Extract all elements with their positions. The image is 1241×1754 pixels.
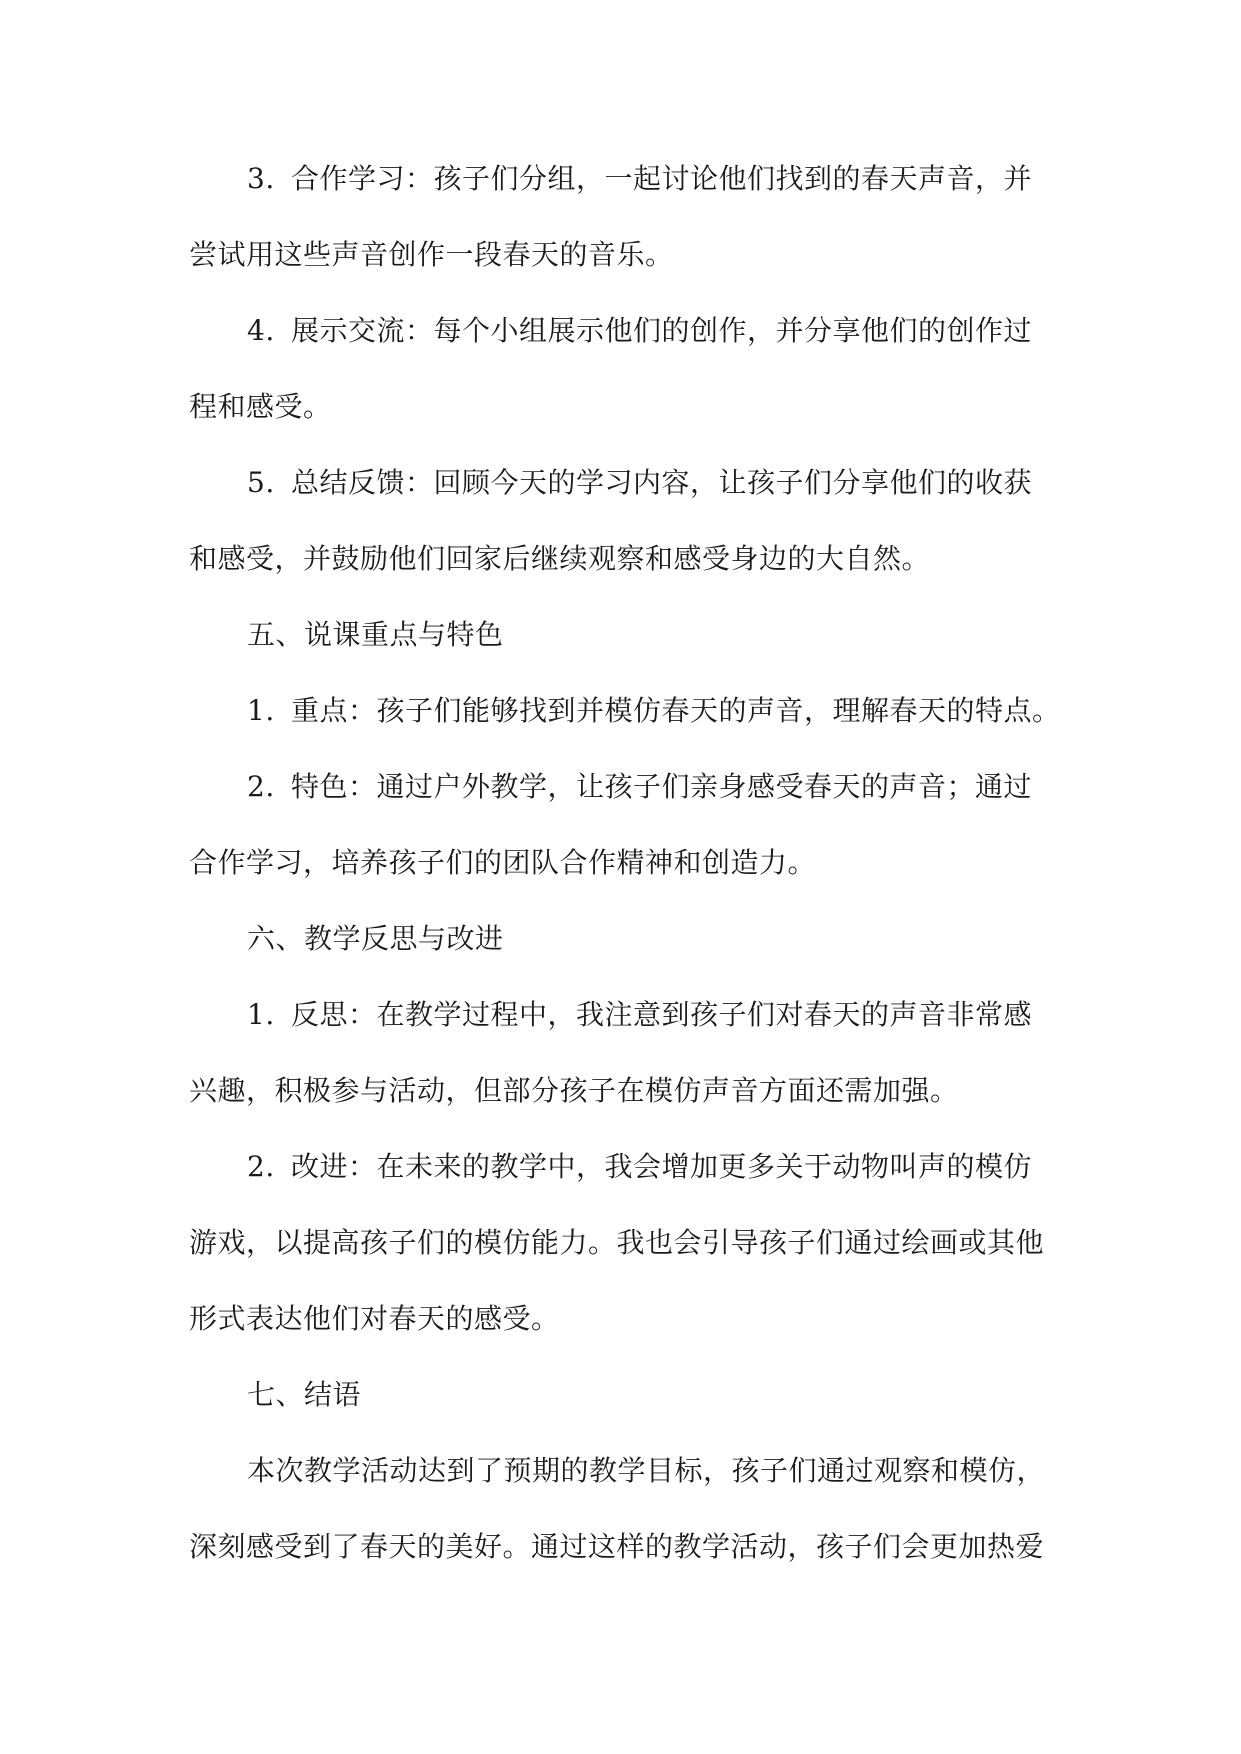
line-text: 本次教学活动达到了预期的教学目标，孩子们通过观察和模仿，: [247, 1454, 1046, 1487]
list-number: 3.: [247, 162, 275, 195]
list-number: 2.: [247, 770, 275, 803]
line-text: 和感受，并鼓励他们回家后继续观察和感受身边的大自然。: [189, 542, 931, 575]
heading-text: 七、结语: [247, 1378, 362, 1411]
text-line: [189, 293, 1052, 369]
text-line: [189, 141, 1052, 217]
line-text: 改进：在未来的教学中，我会增加更多关于动物叫声的模仿: [291, 1150, 1033, 1183]
text-line: [189, 1509, 1052, 1585]
line-text: 反思：在教学过程中，我注意到孩子们对春天的声音非常感: [291, 998, 1033, 1031]
text-line: [189, 825, 1052, 901]
line-text: 游戏，以提高孩子们的模仿能力。我也会引导孩子们通过绘画或其他: [189, 1226, 1045, 1259]
text-line: [189, 1281, 1052, 1357]
line-text: 展示交流：每个小组展示他们的创作，并分享他们的创作过: [291, 314, 1033, 347]
section-heading: [189, 597, 1052, 673]
line-text: 尝试用这些声音创作一段春天的音乐。: [189, 238, 674, 271]
section-heading: [189, 901, 1052, 977]
line-text: 程和感受。: [189, 390, 332, 423]
line-text: 特色：通过户外教学，让孩子们亲身感受春天的声音；通过: [291, 770, 1033, 803]
list-number: 2.: [247, 1150, 275, 1183]
line-text: 兴趣，积极参与活动，但部分孩子在模仿声音方面还需加强。: [189, 1074, 959, 1107]
list-number: 1.: [247, 998, 275, 1031]
text-line: [189, 445, 1052, 521]
list-number: 5.: [247, 466, 275, 499]
text-line: [189, 1433, 1052, 1509]
text-line: [189, 1205, 1052, 1281]
text-line: [189, 1053, 1052, 1129]
heading-text: 六、教学反思与改进: [247, 922, 504, 955]
text-line: [189, 673, 1061, 749]
line-text: 深刻感受到了春天的美好。通过这样的教学活动，孩子们会更加热爱: [189, 1530, 1045, 1563]
heading-text: 五、说课重点与特色: [247, 618, 504, 651]
text-line: [189, 749, 1052, 825]
line-text: 总结反馈：回顾今天的学习内容，让孩子们分享他们的收获: [291, 466, 1033, 499]
document-body: [189, 141, 1061, 1585]
text-line: [189, 521, 1052, 597]
line-text: 合作学习：孩子们分组，一起讨论他们找到的春天声音，并: [291, 162, 1033, 195]
line-text: 形式表达他们对春天的感受。: [189, 1302, 560, 1335]
text-line: [189, 217, 1052, 293]
text-line: [189, 1129, 1052, 1205]
section-heading: [189, 1357, 1052, 1433]
line-text: 重点：孩子们能够找到并模仿春天的声音，理解春天的特点。: [291, 694, 1061, 727]
line-text: 合作学习，培养孩子们的团队合作精神和创造力。: [189, 846, 817, 879]
text-line: [189, 369, 1052, 445]
text-line: [189, 977, 1052, 1053]
list-number: 4.: [247, 314, 275, 347]
list-number: 1.: [247, 694, 275, 727]
